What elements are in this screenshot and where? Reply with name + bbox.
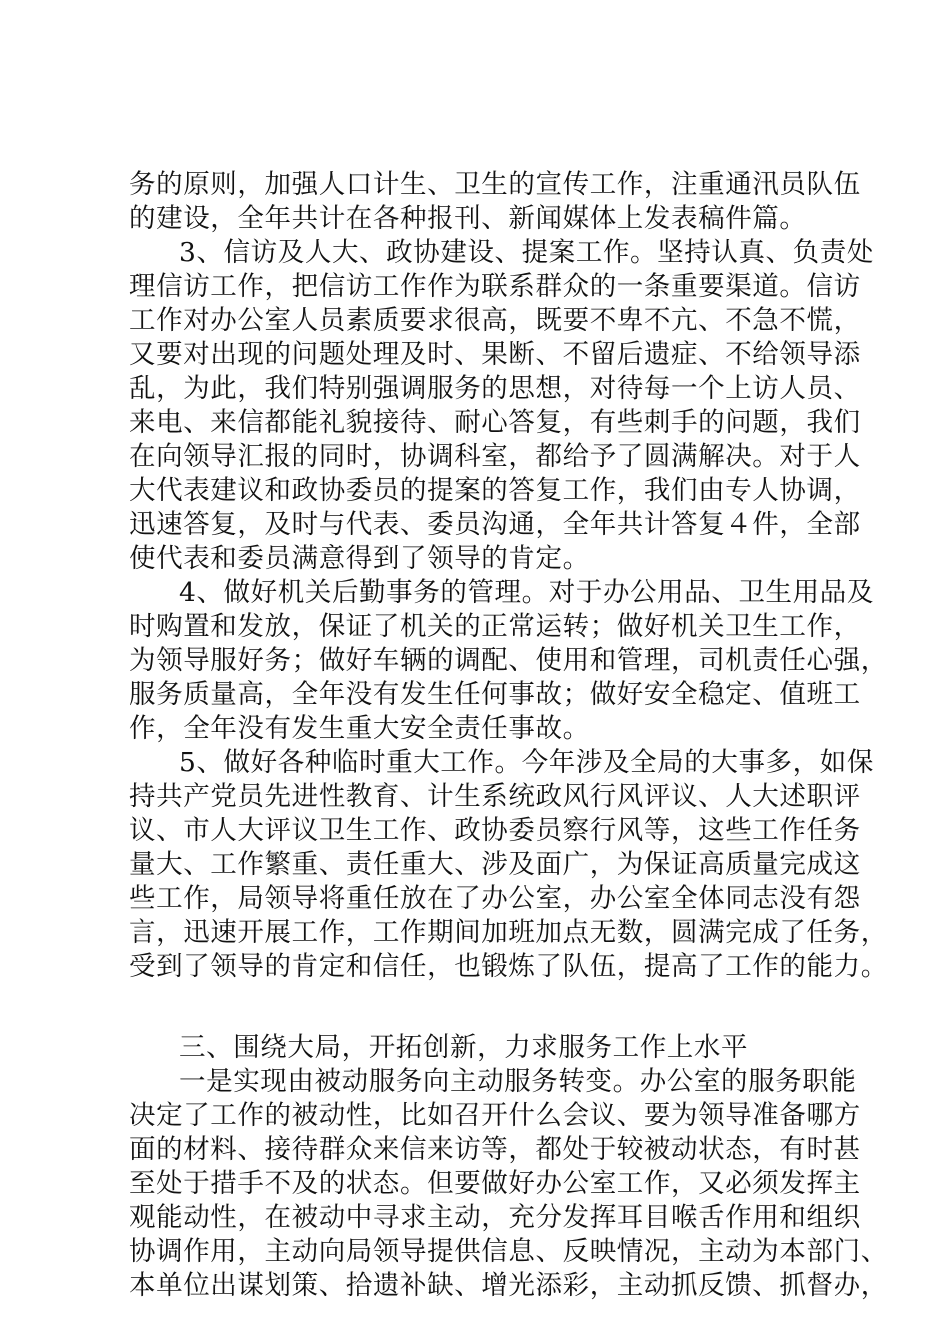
- text-line: 些工作，局领导将重任放在了办公室，办公室全体同志没有怨: [129, 883, 861, 914]
- text-line: 时购置和发放，保证了机关的正常运转；做好机关卫生工作，: [129, 611, 861, 642]
- text-line: 协调作用，主动向局领导提供信息、反映情况，主动为本部门、: [129, 1236, 888, 1267]
- text-line: 又要对出现的问题处理及时、果断、不留后遗症、不给领导添: [129, 339, 861, 370]
- text-line: 作，全年没有发生重大安全责任事故。: [129, 713, 590, 744]
- text-line: 持共产党员先进性教育、计生系统政风行风评议、人大述职评: [129, 781, 861, 812]
- paragraph-start-line: 4、做好机关后勤事务的管理。对于办公用品、卫生用品及: [179, 577, 874, 608]
- paragraph-start-line: 一是实现由被动服务向主动服务转变。办公室的服务职能: [179, 1066, 857, 1097]
- text-line: 使代表和委员满意得到了领导的肯定。: [129, 543, 590, 574]
- text-line: 观能动性，在被动中寻求主动，充分发挥耳目喉舌作用和组织: [129, 1202, 861, 1233]
- text-line: 本单位出谋划策、拾遗补缺、增光添彩，主动抓反馈、抓督办，: [129, 1270, 888, 1301]
- paragraph-start-line: 3、信访及人大、政协建设、提案工作。坚持认真、负责处: [179, 237, 874, 268]
- text-line: 受到了领导的肯定和信任，也锻炼了队伍，提高了工作的能力。: [129, 951, 888, 982]
- text-line: 服务质量高，全年没有发生任何事故；做好安全稳定、值班工: [129, 679, 861, 710]
- text-line: 大代表建议和政协委员的提案的答复工作，我们由专人协调，: [129, 475, 861, 506]
- text-line: 迅速答复，及时与代表、委员沟通，全年共计答复４件，全部: [129, 509, 861, 540]
- text-line: 量大、工作繁重、责任重大、涉及面广，为保证高质量完成这: [129, 849, 861, 880]
- section-heading: 三、围绕大局，开拓创新，力求服务工作上水平: [179, 1032, 749, 1063]
- paragraph-start-line: 5、做好各种临时重大工作。今年涉及全局的大事多，如保: [179, 747, 874, 778]
- text-line: 至处于措手不及的状态。但要做好办公室工作，又必须发挥主: [129, 1168, 861, 1199]
- text-line: 来电、来信都能礼貌接待、耐心答复，有些刺手的问题，我们: [129, 407, 861, 438]
- text-line: 为领导服好务；做好车辆的调配、使用和管理，司机责任心强，: [129, 645, 888, 676]
- text-line: 务的原则，加强人口计生、卫生的宣传工作，注重通汛员队伍: [129, 169, 861, 200]
- text-line: 在向领导汇报的同时，协调科室，都给予了圆满解决。对于人: [129, 441, 861, 472]
- text-line: 议、市人大评议卫生工作、政协委员察行风等，这些工作任务: [129, 815, 861, 846]
- text-line: 决定了工作的被动性，比如召开什么会议、要为领导准备哪方: [129, 1100, 861, 1131]
- text-line: 的建设，全年共计在各种报刊、新闻媒体上发表稿件篇。: [129, 203, 807, 234]
- text-line: 乱，为此，我们特别强调服务的思想，对待每一个上访人员、: [129, 373, 861, 404]
- text-line: 面的材料、接待群众来信来访等，都处于较被动状态，有时甚: [129, 1134, 861, 1165]
- text-line: 言，迅速开展工作，工作期间加班加点无数，圆满完成了任务，: [129, 917, 888, 948]
- text-line: 理信访工作，把信访工作作为联系群众的一条重要渠道。信访: [129, 271, 861, 302]
- text-line: 工作对办公室人员素质要求很高，既要不卑不亢、不急不慌，: [129, 305, 861, 336]
